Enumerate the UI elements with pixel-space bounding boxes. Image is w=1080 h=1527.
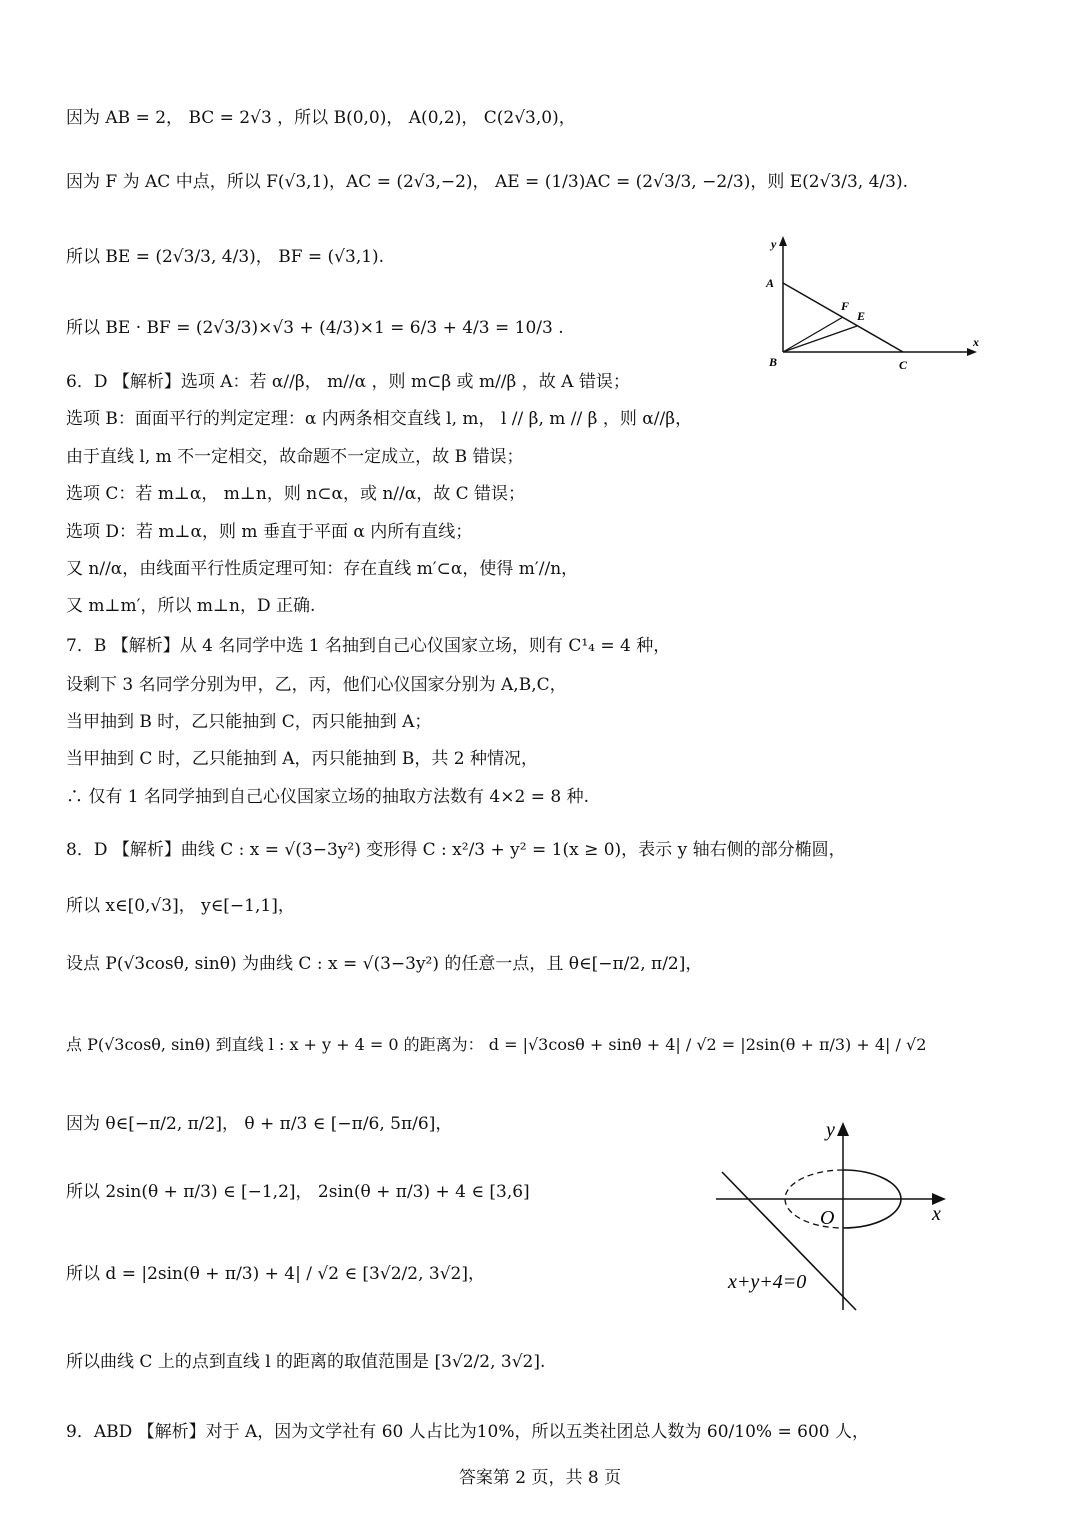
page-footer: 答案第 2 页，共 8 页: [458, 1468, 622, 1488]
text-line-4: 所以 BE · BF = (2√3/3)×√3 + (4/3)×1 = 6/3 + 4/3 = 10/3 .: [66, 318, 564, 338]
text-line-20: 点 P(√3cosθ, sinθ) 到直线 l : x + y + 4 = 0 的距离为： d = |√3cosθ + sinθ + 4| / √2 = |2sin(θ + π/3) + 4| / √2: [66, 1035, 927, 1054]
text-line-11: 又 m⊥m′，所以 m⊥n，D 正确.: [66, 596, 316, 616]
text-line-7: 由于直线 l, m 不一定相交，故命题不一定成立，故 B 错误；: [66, 447, 524, 467]
label-x: x: [973, 335, 979, 349]
text-line-16: ∴ 仅有 1 名同学抽到自己心仪国家立场的抽取方法数有 4×2 = 8 种.: [66, 787, 589, 807]
text-line-24: 所以曲线 C 上的点到直线 l 的距离的取值范围是 [3√2/2, 3√2].: [66, 1352, 546, 1372]
text-line-14: 当甲抽到 B 时，乙只能抽到 C，丙只能抽到 A；: [66, 712, 432, 732]
text-line-2: 因为 F 为 AC 中点，所以 F(√3,1)，AC = (2√3,−2)， AE = (1/3)AC = (2√3/3, −2/3)，则 E(2√3/3, 4/3).: [66, 172, 908, 192]
x-axis-arrow: [967, 348, 977, 356]
text-line-22: 所以 2sin(θ + π/3) ∈ [−1,2]， 2sin(θ + π/3) + 4 ∈ [3,6]: [66, 1182, 530, 1202]
y-axis-arrow: [779, 236, 787, 246]
text-line-10: 又 n//α，由线面平行性质定理可知：存在直线 m′⊂α，使得 m′//n，: [66, 559, 579, 579]
label-y: y: [771, 237, 777, 251]
label-e: E: [857, 309, 866, 323]
text-line-12: 7．B 【解析】从 4 名同学中选 1 名抽到自己心仪国家立场，则有 C¹₄ = 4 种，: [66, 636, 671, 656]
label-b: B: [769, 355, 778, 369]
text-line-6: 选项 B：面面平行的判定定理：α 内两条相交直线 l, m， l // β, m // β ，则 α//β，: [66, 409, 693, 429]
label-o: O: [820, 1207, 835, 1229]
text-line-19: 设点 P(√3cosθ, sinθ) 为曲线 C : x = √(3−3y²) 的任意一点，且 θ∈[−π/2, π/2]，: [66, 954, 703, 974]
label-f: F: [841, 299, 850, 313]
y-axis-arrow: [837, 1122, 849, 1136]
text-line-23: 所以 d = |2sin(θ + π/3) + 4| / √2 ∈ [3√2/2, 3√2]，: [66, 1264, 485, 1284]
text-line-3: 所以 BE = (2√3/3, 4/3)， BF = (√3,1).: [66, 247, 385, 267]
label-c: C: [899, 358, 908, 372]
text-line-17: 8．D 【解析】曲线 C : x = √(3−3y²) 变形得 C : x²/3 + y² = 1(x ≥ 0)，表示 y 轴右侧的部分椭圆，: [66, 840, 846, 860]
text-line-8: 选项 C：若 m⊥α， m⊥n，则 n⊂α，或 n//α，故 C 错误；: [66, 484, 526, 504]
text-line-25: 9．ABD 【解析】对于 A，因为文学社有 60 人占比为10%，所以五类社团总人数为 60/10% = 600 人，: [66, 1422, 869, 1442]
text-line-1: 因为 AB = 2， BC = 2√3 ，所以 B(0,0)， A(0,2)， C(2√3,0)，: [66, 108, 576, 128]
triangle-figure: [755, 232, 995, 374]
text-line-9: 选项 D：若 m⊥α，则 m 垂直于平面 α 内所有直线；: [66, 522, 473, 542]
text-line-13: 设剩下 3 名同学分别为甲，乙，丙，他们心仪国家分别为 A,B,C，: [66, 675, 567, 695]
ellipse-figure: [710, 1112, 970, 1322]
text-line-21: 因为 θ∈[−π/2, π/2]， θ + π/3 ∈ [−π/6, 5π/6]，: [66, 1114, 453, 1134]
label-x: x: [932, 1203, 941, 1225]
text-line-15: 当甲抽到 C 时，乙只能抽到 A，丙只能抽到 B，共 2 种情况，: [66, 749, 539, 769]
label-y: y: [826, 1119, 835, 1141]
label-a: A: [766, 276, 775, 290]
text-line-5: 6．D 【解析】选项 A：若 α//β， m//α ，则 m⊂β 或 m//β ，故 A 错误；: [66, 372, 630, 392]
line-equation-label: x+y+4=0: [728, 1271, 807, 1293]
text-line-18: 所以 x∈[0,√3]， y∈[−1,1]，: [66, 896, 295, 916]
